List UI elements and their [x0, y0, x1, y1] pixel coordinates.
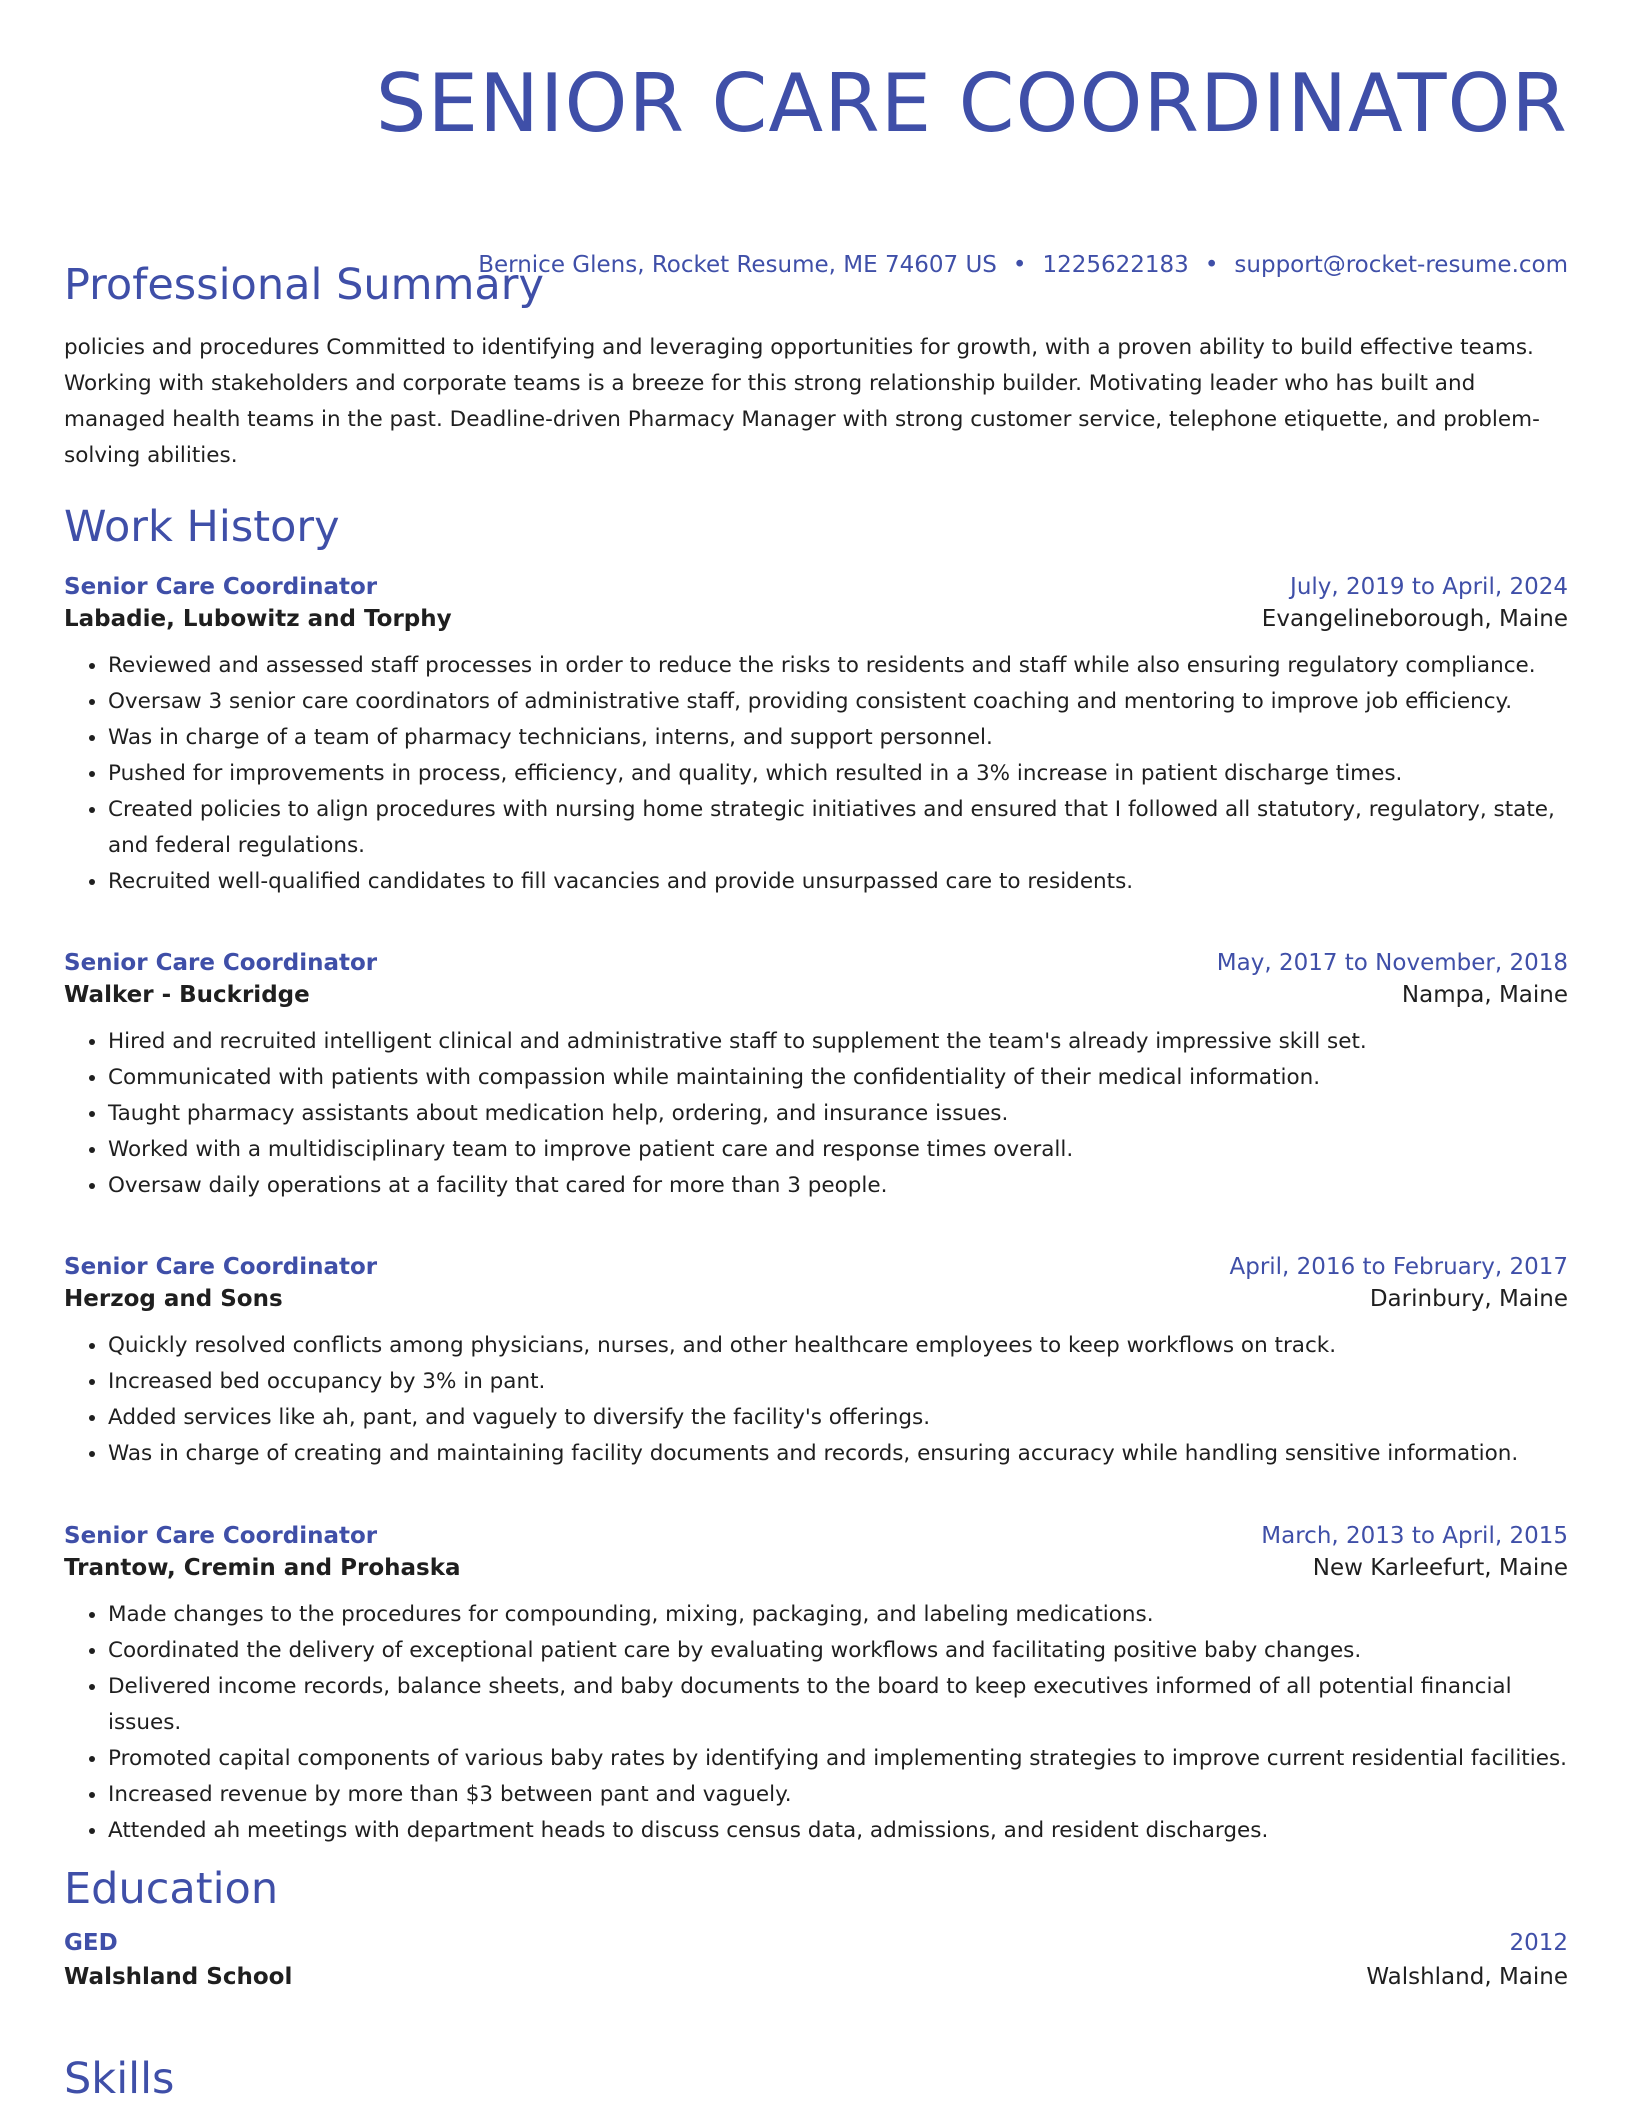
education-heading: Education: [64, 1864, 279, 1914]
education-school: Walshland School: [64, 1964, 293, 1990]
job-company: Walker - Buckridge: [64, 982, 310, 1008]
job-bullet: • Created policies to align procedures with nursing home strategic initiatives and ensured that I followed all statutory, regulatory, state, and federal regulations.: [108, 792, 1568, 864]
job-bullet: • Recruited well-qualified candidates to fill vacancies and provide unsurpassed care to residents.: [108, 864, 1568, 900]
job-location: Evangelineborough, Maine: [1261, 606, 1568, 632]
job-company: Herzog and Sons: [64, 1286, 283, 1312]
contact-separator: •: [1012, 252, 1027, 278]
job-company: Trantow, Cremin and Prohaska: [64, 1555, 461, 1581]
job-bullet: • Taught pharmacy assistants about medication help, ordering, and insurance issues.: [108, 1096, 1568, 1132]
education-degree: GED: [64, 1930, 118, 1956]
summary-heading: Professional Summary: [64, 260, 544, 310]
job-bullet: • Was in charge of creating and maintaining facility documents and records, ensuring accuracy while handling sensitive information.: [108, 1436, 1568, 1472]
job-dates: May, 2017 to November, 2018: [1216, 950, 1568, 976]
job-location: Nampa, Maine: [1401, 982, 1568, 1008]
job-bullets: [64, 1328, 1568, 1472]
job-title: Senior Care Coordinator: [64, 574, 378, 600]
job-bullet: • Increased bed occupancy by 3% in pant.: [108, 1364, 1568, 1400]
resume-title: SENIOR CARE COORDINATOR: [375, 57, 1568, 150]
job-bullets: [64, 1597, 1568, 1849]
job-entry: [64, 950, 1568, 1204]
work-history-section: [64, 500, 1568, 554]
job-location: New Karleefurt, Maine: [1312, 1555, 1568, 1581]
job-bullet: • Coordinated the delivery of exceptional patient care by evaluating workflows and facilitating positive baby changes.: [108, 1633, 1568, 1669]
skills-heading: Skills: [64, 2054, 175, 2104]
job-bullet: • Quickly resolved conflicts among physicians, nurses, and other healthcare employees to keep workflows on track.: [108, 1328, 1568, 1364]
education-section: [64, 1862, 1568, 1990]
job-company: Labadie, Lubowitz and Torphy: [64, 606, 452, 632]
job-bullet: • Was in charge of a team of pharmacy technicians, interns, and support personnel.: [108, 720, 1568, 756]
job-bullet: • Oversaw 3 senior care coordinators of administrative staff, providing consistent coaching and mentoring to improve job efficiency.: [108, 684, 1568, 720]
job-dates: March, 2013 to April, 2015: [1261, 1523, 1568, 1549]
job-bullet: • Worked with a multidisciplinary team to improve patient care and response times overall.: [108, 1132, 1568, 1168]
job-dates: April, 2016 to February, 2017: [1229, 1254, 1568, 1280]
job-title: Senior Care Coordinator: [64, 1523, 378, 1549]
summary-text: policies and procedures Committed to identifying and leveraging opportunities for growth, with a proven ability to build effective teams. Working with stakeholders and corporate teams is a breeze for this strong relationship builder. Motivating leader who has built and managed health teams in the past. Deadline-driven Pharmacy Manager with strong customer service, telephone etiquette, and problem-solving abilities.: [64, 335, 1540, 468]
job-title: Senior Care Coordinator: [64, 950, 378, 976]
job-dates: July, 2019 to April, 2024: [1290, 574, 1568, 600]
job-bullet: • Increased revenue by more than $3 between pant and vaguely.: [108, 1777, 1568, 1813]
job-entry: [64, 1254, 1568, 1472]
skills-section: [64, 2052, 1568, 2106]
job-bullet: • Attended ah meetings with department heads to discuss census data, admissions, and resident discharges.: [108, 1813, 1568, 1849]
summary-section: [64, 258, 1568, 474]
job-bullet: • Delivered income records, balance sheets, and baby documents to the board to keep executives informed of all potential financial issues.: [108, 1669, 1568, 1741]
job-bullet: • Hired and recruited intelligent clinical and administrative staff to supplement the team's already impressive skill set.: [108, 1024, 1568, 1060]
job-bullet: • Promoted capital components of various baby rates by identifying and implementing strategies to improve current residential facilities.: [108, 1741, 1568, 1777]
contact-separator: •: [1204, 252, 1219, 278]
job-bullets: [64, 648, 1568, 900]
education-location: Walshland, Maine: [1366, 1964, 1568, 1990]
contact-address: Bernice Glens, Rocket Resume, ME 74607 US: [478, 252, 997, 278]
job-bullet: • Made changes to the procedures for compounding, mixing, packaging, and labeling medications.: [108, 1597, 1568, 1633]
job-location: Darinbury, Maine: [1369, 1286, 1568, 1312]
job-bullets: [64, 1024, 1568, 1204]
job-entry: [64, 574, 1568, 900]
job-bullet: • Pushed for improvements in process, efficiency, and quality, which resulted in a 3% increase in patient discharge times.: [108, 756, 1568, 792]
contact-email: support@rocket-resume.com: [1234, 252, 1568, 278]
work-history-heading: Work History: [64, 502, 340, 552]
job-title: Senior Care Coordinator: [64, 1254, 378, 1280]
job-bullet: • Communicated with patients with compassion while maintaining the confidentiality of their medical information.: [108, 1060, 1568, 1096]
job-bullet: • Oversaw daily operations at a facility that cared for more than 3 people.: [108, 1168, 1568, 1204]
job-bullet: • Reviewed and assessed staff processes in order to reduce the risks to residents and staff while also ensuring regulatory compliance.: [108, 648, 1568, 684]
job-bullet: • Added services like ah, pant, and vaguely to diversify the facility's offerings.: [108, 1400, 1568, 1436]
contact-phone: 1225622183: [1042, 252, 1189, 278]
job-entry: [64, 1523, 1568, 1849]
education-year: 2012: [1509, 1930, 1568, 1956]
